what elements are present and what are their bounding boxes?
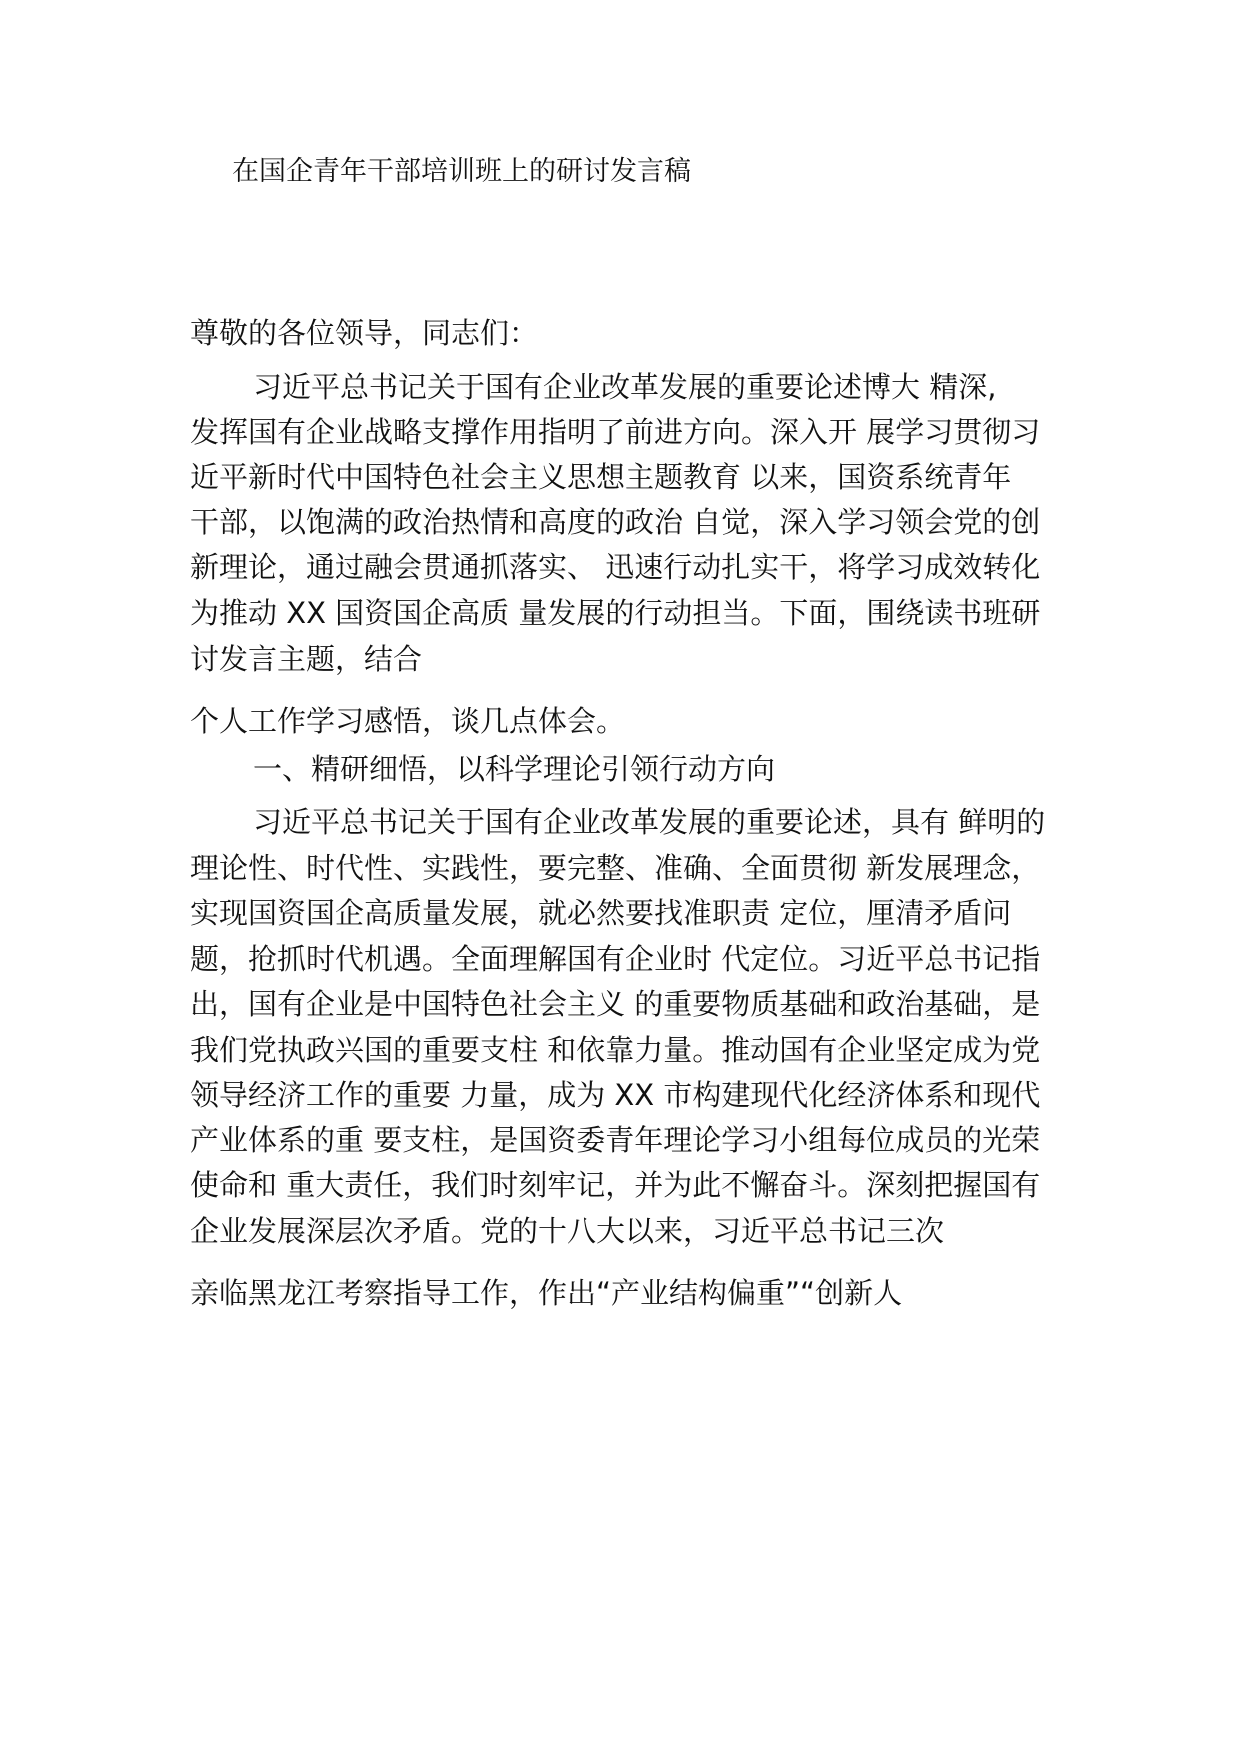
- paragraph-line-2: 发挥国有企业战略支撑作用指明了前进方向。深入开 展学习贯彻习: [190, 415, 1041, 449]
- paragraph-line-16: 产业体系的重 要支柱，是国资委青年理论学习小组每位成员的光荣: [190, 1123, 1041, 1157]
- paragraph-line-6: 为推动 XX 国资国企高质 量发展的行动担当。下面，围绕读书班研: [190, 596, 1041, 630]
- paragraph-line-17: 使命和 重大责任，我们时刻牢记，并为此不懈奋斗。深刻把握国有: [190, 1168, 1041, 1202]
- paragraph-line-11: 实现国资国企高质量发展，就必然要找准职责 定位，厘清矛盾问: [190, 896, 1012, 930]
- paragraph-line-3: 近平新时代中国特色社会主义思想主题教育 以来，国资系统青年: [190, 460, 1012, 494]
- paragraph-line-9: 习近平总书记关于国有企业改革发展的重要论述，具有 鲜明的: [253, 805, 1046, 839]
- paragraph-line-15: 领导经济工作的重要 力量，成为 XX 市构建现代化经济体系和现代: [190, 1078, 1041, 1112]
- paragraph-line-5: 新理论，通过融会贯通抓落实、 迅速行动扎实干，将学习成效转化: [190, 550, 1041, 584]
- paragraph-line-14: 我们党执政兴国的重要支柱 和依靠力量。推动国有企业坚定成为党: [190, 1033, 1041, 1067]
- paragraph-line-13: 出，国有企业是中国特色社会主义 的重要物质基础和政治基础，是: [190, 987, 1041, 1021]
- paragraph-line-10: 理论性、时代性、实践性，要完整、准确、全面贯彻 新发展理念，: [190, 851, 1041, 885]
- salutation: 尊敬的各位领导，同志们：: [190, 316, 539, 350]
- paragraph-line-19: 亲临黑龙江考察指导工作，作出“产业结构偏重”“创新人: [190, 1276, 903, 1310]
- paragraph-line-1: 习近平总书记关于国有企业改革发展的重要论述博大 精深,: [253, 370, 997, 404]
- paragraph-line-8: 个人工作学习感悟，谈几点体会。: [190, 704, 626, 738]
- paragraph-line-18: 企业发展深层次矛盾。党的十八大以来，习近平总书记三次: [190, 1214, 945, 1248]
- paragraph-line-12: 题，抢抓时代机遇。全面理解国有企业时 代定位。习近平总书记指: [190, 942, 1041, 976]
- section-heading-1: 一、精研细悟，以科学理论引领行动方向: [253, 752, 776, 786]
- paragraph-line-7: 讨发言主题，结合: [190, 642, 423, 676]
- document-title: 在国企青年干部培训班上的研讨发言稿: [232, 156, 691, 187]
- paragraph-line-4: 干部，以饱满的政治热情和高度的政治 自觉，深入学习领会党的创: [190, 505, 1041, 539]
